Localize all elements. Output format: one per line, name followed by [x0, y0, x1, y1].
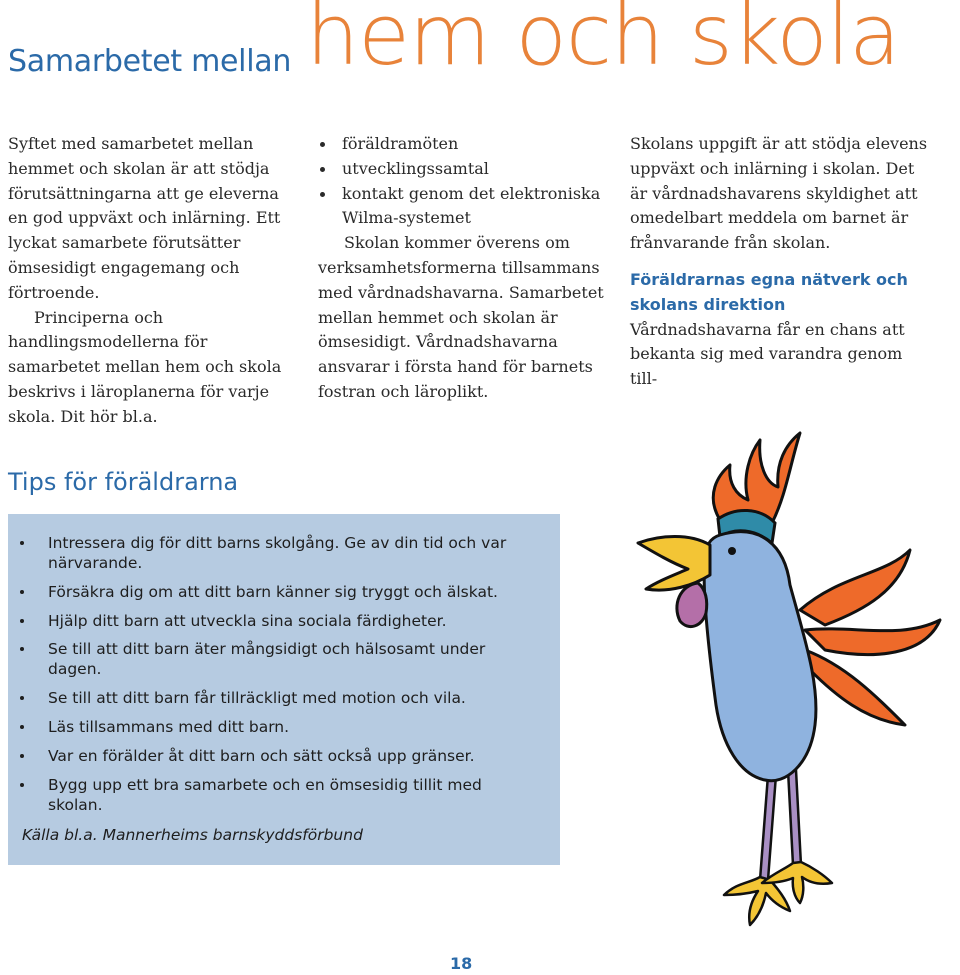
title-prefix: Samarbetet mellan [8, 44, 292, 79]
beak [638, 537, 710, 591]
source-citation: Källa bl.a. Mannerheims barnskyddsförbund [22, 826, 363, 844]
principles-paragraph: Principerna och handlingsmodellerna för samarbetet mellan hem och skola beskrivs i läroplanerna för varje skola. Dit hör bl.a. [8, 307, 282, 426]
right-leg [788, 770, 801, 865]
eye [728, 547, 736, 555]
intro-paragraph: Syftet med samarbetet mellan hemmet och skolan är att stödja förutsättningarna att ge eleverna en god uppväxt och inlärning. Ett lyckat samarbete förutsätter ömsesidigt engagemang och förtroende. [8, 134, 281, 302]
tip-item: Försäkra dig om att ditt barn känner sig tryggt och älskat. [18, 582, 538, 602]
school-task-paragraph: Skolans uppgift är att stödja elevens uppväxt och inlärning i skolan. Det är vårdnadshavarens skyldighet att omedelbart meddela om barnet är frånvarande från skolan. [630, 134, 928, 253]
column-2 [318, 132, 610, 405]
tip-item: Intressera dig för ditt barns skolgång. Ge av din tid och var närvarande. [18, 533, 538, 573]
page-title: hem och skola [306, 0, 900, 84]
column-3 [630, 132, 930, 392]
left-leg [760, 775, 776, 880]
body [704, 532, 816, 781]
tip-item: Läs tillsammans med ditt barn. [18, 717, 538, 737]
rooster-illustration [610, 425, 955, 945]
list-item: kontakt genom det elektroniska Wilma-systemet [318, 182, 610, 232]
tail-feather [805, 650, 905, 725]
agreement-paragraph: Skolan kommer överens om verksamhetsformerna tillsammans med vårdnadshavarna. Samarbetet mellan hemmet och skolan är ömsesidigt. Vårdnadshavarna ansvarar i första hand för barnets fostran och läroplikt. [318, 233, 604, 401]
tips-list [18, 533, 538, 823]
list-item: föräldramöten [318, 132, 610, 157]
wattle [677, 583, 707, 627]
page-number: 18 [450, 954, 473, 973]
tip-item: Hjälp ditt barn att utveckla sina sociala färdigheter. [18, 611, 538, 631]
tip-item: Var en förälder åt ditt barn och sätt också upp gränser. [18, 746, 538, 766]
section-subheading: Föräldrarnas egna nätverk och skolans direktion [630, 269, 908, 314]
tail-feather [800, 550, 910, 625]
list-item: utvecklingssamtal [318, 157, 610, 182]
tip-item: Bygg upp ett bra samarbete och en ömsesidig tillit med skolan. [18, 775, 538, 815]
network-paragraph: Vårdnadshavarna får en chans att bekanta sig med varandra genom till- [630, 319, 905, 389]
left-foot [724, 877, 790, 925]
tip-item: Se till att ditt barn får tillräckligt med motion och vila. [18, 688, 538, 708]
column-1 [8, 132, 293, 430]
tip-item: Se till att ditt barn äter mångsidigt och hälsosamt under dagen. [18, 639, 538, 679]
tips-heading: Tips för föräldrarna [8, 468, 239, 496]
cooperation-list [318, 132, 610, 231]
